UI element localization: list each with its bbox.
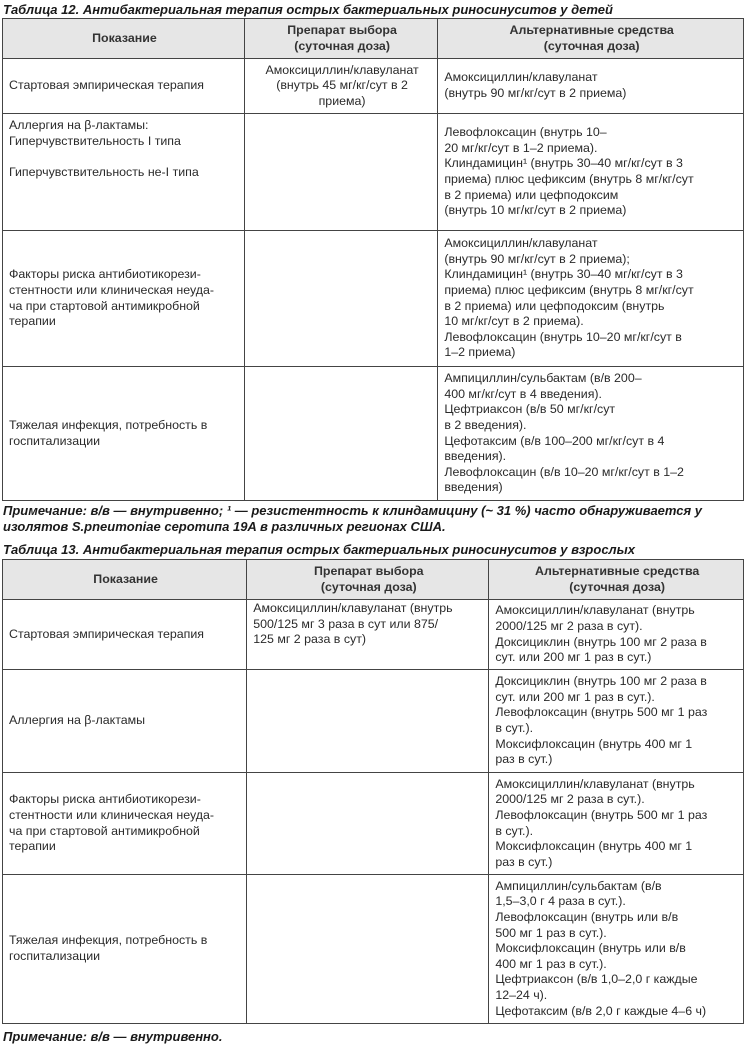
drug-of-choice-cell bbox=[247, 670, 489, 773]
indication-cell: Факторы риска антибиотикорези- стентности или клиническая неуда- ча при стартовой антимикробной терапии bbox=[3, 231, 245, 367]
alternatives-cell: Ампициллин/сульбактам (в/в 1,5–3,0 г 4 раза в сут.). Левофлоксацин (внутрь или в/в 500 мг 1 раз в сут.). Моксифлоксацин (внутрь или в/в 400 мг 1 раз в сут.). Цефтриаксон (в/в 1,0–2,0 г каждые 12–24 ч). Цефотаксим (в/в 2,0 г каждые 4–6 ч) bbox=[489, 875, 744, 1024]
header-drug-of-choice: Препарат выбора (суточная доза) bbox=[244, 19, 437, 59]
table-13-header-row bbox=[3, 560, 744, 600]
table-12 bbox=[2, 18, 744, 501]
drug-of-choice-cell bbox=[247, 875, 489, 1024]
drug-of-choice-cell bbox=[247, 773, 489, 875]
indication-cell: Аллергия на β-лактамы bbox=[3, 670, 247, 773]
indication-cell: Стартовая эмпирическая терапия bbox=[3, 59, 245, 114]
table-13-caption: Таблица 13. Антибактериальная терапия острых бактериальных риносинуситов у взрослых bbox=[3, 542, 635, 557]
table-row bbox=[3, 114, 744, 231]
table-row bbox=[3, 670, 744, 773]
table-13 bbox=[2, 559, 744, 1024]
table-12-caption: Таблица 12. Антибактериальная терапия острых бактериальных риносинуситов у детей bbox=[3, 2, 613, 17]
alternatives-cell: Амоксициллин/клавуланат (внутрь 2000/125 мг 2 раза в сут.). Левофлоксацин (внутрь 500 мг 1 раз в сут.). Моксифлоксацин (внутрь 400 мг 1 раз в сут.) bbox=[489, 773, 744, 875]
indication-cell: Тяжелая инфекция, потребность в госпитализации bbox=[3, 367, 245, 501]
drug-of-choice-cell: Амоксициллин/клавуланат (внутрь 45 мг/кг/сут в 2 приема) bbox=[244, 59, 437, 114]
indication-cell: Стартовая эмпирическая терапия bbox=[3, 600, 247, 670]
drug-of-choice-cell bbox=[244, 367, 437, 501]
alternatives-cell: Доксициклин (внутрь 100 мг 2 раза в сут. или 200 мг 1 раз в сут.). Левофлоксацин (внутрь 500 мг 1 раз в сут.). Моксифлоксацин (внутрь 400 мг 1 раз в сут.) bbox=[489, 670, 744, 773]
table-row bbox=[3, 600, 744, 670]
header-indication: Показание bbox=[3, 19, 245, 59]
table-12-note: Примечание: в/в — внутривенно; ¹ — резистентность к клиндамицину (~ 31 %) часто обнаруживается у изолятов S.pneumoniae серотипа 19A в различных регионах США. bbox=[3, 503, 703, 534]
header-drug-of-choice: Препарат выбора (суточная доза) bbox=[247, 560, 489, 600]
indication-cell: Факторы риска антибиотикорези- стентности или клиническая неуда- ча при стартовой антимикробной терапии bbox=[3, 773, 247, 875]
header-indication: Показание bbox=[3, 560, 247, 600]
table-13-note: Примечание: в/в — внутривенно. bbox=[3, 1029, 223, 1044]
alternatives-cell: Ампициллин/сульбактам (в/в 200– 400 мг/кг/сут в 4 введения). Цефтриаксон (в/в 50 мг/кг/сут в 2 введения). Цефотаксим (в/в 100–200 мг/кг/сут в 4 введения). Левофлоксацин (в/в 10–20 мг/кг/сут в 1–2 введения) bbox=[438, 367, 744, 501]
alternatives-cell: Амоксициллин/клавуланат (внутрь 90 мг/кг/сут в 2 приема) bbox=[438, 59, 744, 114]
header-alternatives: Альтернативные средства (суточная доза) bbox=[438, 19, 744, 59]
table-row bbox=[3, 875, 744, 1024]
table-row bbox=[3, 59, 744, 114]
drug-of-choice-cell: Амоксициллин/клавуланат (внутрь 500/125 мг 3 раза в сут или 875/ 125 мг 2 раза в сут) bbox=[247, 600, 489, 670]
table-12-header-row bbox=[3, 19, 744, 59]
alternatives-cell: Левофлоксацин (внутрь 10– 20 мг/кг/сут в 1–2 приема). Клиндамицин¹ (внутрь 30–40 мг/кг/сут в 3 приема) плюс цефиксим (внутрь 8 мг/кг/сут в 2 приема) или цефподоксим (внутрь 10 мг/кг/сут в 2 приема) bbox=[438, 114, 744, 231]
alternatives-cell: Амоксициллин/клавуланат (внутрь 90 мг/кг/сут в 2 приема); Клиндамицин¹ (внутрь 30–40 мг/кг/сут в 3 приема) плюс цефиксим (внутрь 8 мг/кг/сут в 2 приема) или цефподоксим (внутрь 10 мг/кг/сут в 2 приема). Левофлоксацин (внутрь 10–20 мг/кг/сут в 1–2 приема) bbox=[438, 231, 744, 367]
table-row bbox=[3, 231, 744, 367]
drug-of-choice-cell bbox=[244, 231, 437, 367]
indication-cell: Аллергия на β-лактамы: Гиперчувствительность I типа Гиперчувствительность не-I типа bbox=[3, 114, 245, 231]
table-row bbox=[3, 773, 744, 875]
alternatives-cell: Амоксициллин/клавуланат (внутрь 2000/125 мг 2 раза в сут). Доксициклин (внутрь 100 мг 2 раза в сут. или 200 мг 1 раз в сут.) bbox=[489, 600, 744, 670]
table-row bbox=[3, 367, 744, 501]
indication-cell: Тяжелая инфекция, потребность в госпитализации bbox=[3, 875, 247, 1024]
header-alternatives: Альтернативные средства (суточная доза) bbox=[489, 560, 744, 600]
drug-of-choice-cell bbox=[244, 114, 437, 231]
